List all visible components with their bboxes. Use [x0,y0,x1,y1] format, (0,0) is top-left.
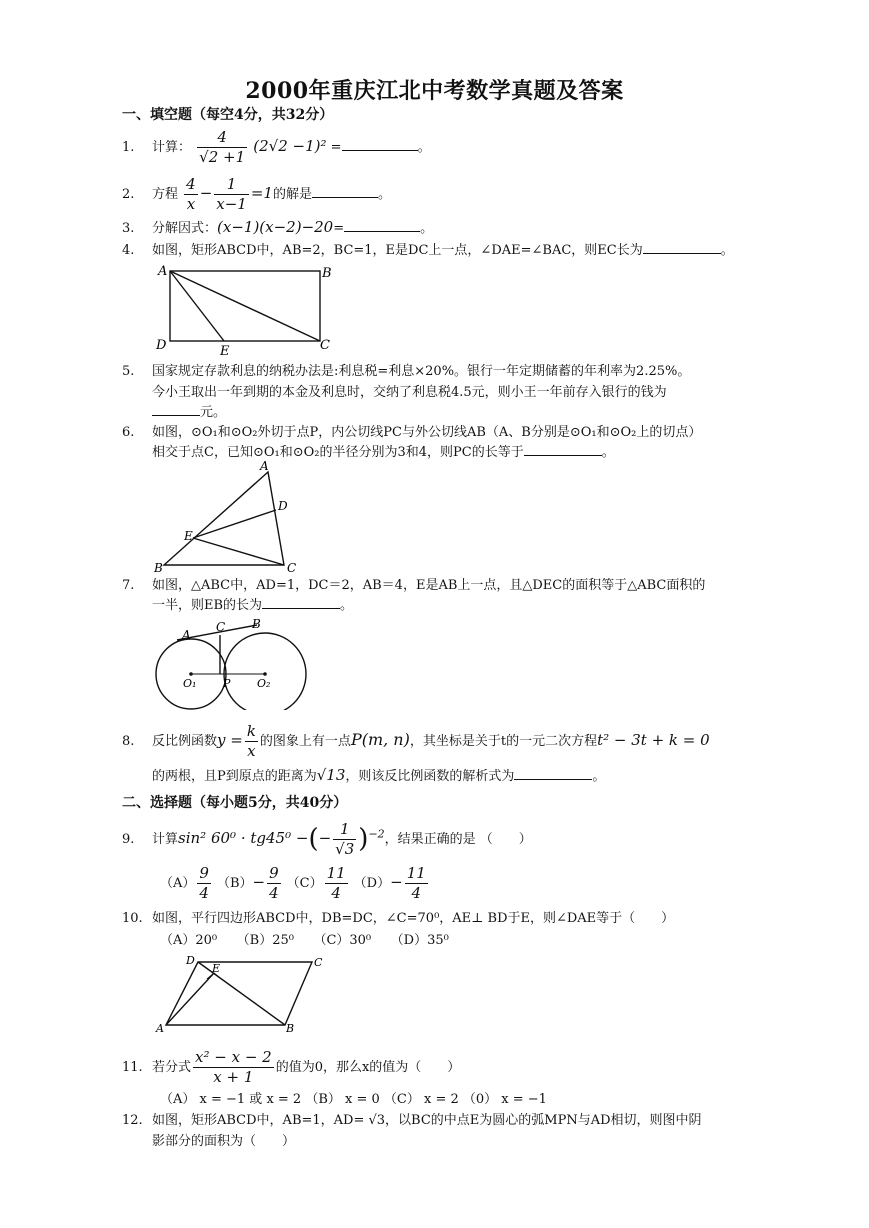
option-label: （C） [286,876,323,891]
question-1 [122,128,772,167]
option-label: （A） [160,876,196,891]
question-7-line-2 [152,595,772,616]
punct: 。 [340,598,354,613]
equation: t² − 3t + k = 0 [597,731,710,749]
question-text: ，则该反比例函数的解析式为 [345,769,515,784]
page-title: 2000年重庆江北中考数学真题及答案 [245,78,624,104]
option-label: （D） [353,876,391,891]
fraction: $\frac{1}{√3}$ [335,820,355,858]
option-label: （B） [216,876,253,891]
option-d[interactable] [353,864,430,902]
answer-blank[interactable] [312,197,378,198]
question-8 [122,722,772,761]
option-sign: − [390,873,403,891]
question-number: 2. [122,187,135,202]
question-10 [122,908,772,929]
option-sign: − [252,873,266,891]
question-2 [122,175,772,214]
option-c[interactable] [286,864,350,902]
answer-blank[interactable] [514,779,592,780]
question-text: 如图，平行四边形ABCD中，DB=DC，∠C=70⁰，AE⊥ BD于E，则∠DAE等于（ ） [152,911,675,926]
question-text: 计算 [152,832,179,847]
question-number: 7. [122,578,135,593]
equals: = [333,221,345,236]
figure-rectangle [150,263,340,358]
question-text: 若分式 [152,1060,192,1075]
label-e: E [212,962,221,975]
question-number: 10. [122,911,143,926]
question-text: 如图，矩形ABCD中，AB=2，BC=1，E是DC上一点，∠DAE=∠BAC，则EC长为 [152,243,643,258]
answer-blank[interactable] [344,231,420,232]
option-fraction: $\frac{11}{4}$ [406,864,426,902]
question-5-line-2: 今小王取出一年到期的本金及利息时，交纳了利息税4.5元，则小王一年前存入银行的钱为 [152,385,667,400]
answer-blank[interactable] [342,150,418,151]
label-c: C [287,561,297,575]
question-5-line-3 [152,402,772,423]
punct: 。 [720,243,734,258]
center-o1 [189,672,193,676]
punct: 。 [592,769,606,784]
label-p: P [223,677,231,690]
label-b: B [252,617,261,631]
option-fraction: $\frac{11}{4}$ [326,864,346,902]
question-text: 的图象上有一点 [259,734,351,749]
option-a[interactable] [160,864,213,902]
fraction: $\frac{\text{x² − x − 2}}{x + 1}$ [195,1048,272,1086]
label-a: A [182,628,191,642]
question-text: 如图，⊙O₁和⊙O₂外切于点P，内公切线PC与外公切线AB（A、B分别是⊙O₁和⊙O₂上的切点） [152,425,702,440]
exponent: −2 [368,827,385,841]
label-e: E [220,344,230,358]
fraction: $\frac{4}{x}$ [186,175,196,213]
label-o2: O₂ [257,677,271,690]
punct: 。 [417,140,431,155]
question-12-line-2: 影部分的面积为（ ） [152,1134,296,1149]
fraction: $\frac{1}{x-1}$ [216,175,247,213]
question-11 [122,1048,772,1087]
equals: = [330,140,342,155]
question-text: 一半，则EB的长为 [152,598,263,613]
label-b: B [154,561,163,575]
figure-parallelogram [150,950,335,1035]
question-text: 反比例函数 [152,734,218,749]
option-fraction: $\frac{9}{4}$ [269,864,279,902]
punct: 。 [378,187,392,202]
question-8-line-2 [152,765,772,787]
equals: =1 [250,184,273,202]
question-12 [122,1110,772,1131]
label-b: B [286,1022,295,1035]
label-a: A [158,264,168,279]
expression: (x−1)(x−2)−20 [217,218,334,236]
question-number: 4. [122,243,135,258]
label-d: D [186,954,195,967]
question-number: 8. [122,734,135,749]
label-d: D [156,338,167,353]
question-11-options: （A） x = −1 或 x = 2 （B） x = 0 （C） x = 2 （0） x = −1 [160,1092,547,1107]
question-6 [122,422,772,443]
question-number: 11. [122,1060,143,1075]
question-5 [122,361,772,382]
question-text: 计算： [152,140,192,155]
unit: 元。 [200,405,227,420]
section-fill-in: 一、填空题（每空4分，共32分） [122,107,334,123]
figure-triangle [150,460,310,575]
question-4 [122,240,772,261]
label-o1: O₁ [183,677,197,690]
fraction: $\frac{k}{x}$ [246,722,256,760]
expression: (2√2 −1)² [253,137,327,155]
question-text: 如图，矩形ABCD中，AB=1，AD= √3，以BC的中点E为圆心的弧MPN与AD相切，则图中阴 [152,1113,702,1128]
question-text: 方程 [152,187,179,202]
label-e: E [184,529,193,543]
answer-blank[interactable] [262,608,340,609]
question-number: 3. [122,221,135,236]
minus: − [199,184,213,202]
question-9: 9. 计算sin² 60⁰ · tg45⁰ −(− $\frac{1}{√3}$ )$^{-2}$，结果正确的是 （ ） [122,820,532,858]
option-fraction: $\frac{9}{4}$ [199,864,209,902]
question-10-options: （A）20⁰ （B）25⁰ （C）30⁰ （D）35⁰ [160,933,449,948]
question-text: 如图，△ABC中，AD=1，DC＝2，AB＝4，E是AB上一点，且△DEC的面积等于△ABC面积的 [152,578,706,593]
expression: sin² 60⁰ · tg45⁰ − [178,829,309,847]
label-c: C [314,956,323,969]
question-text: ，其坐标是关于t的一元二次方程 [409,734,598,749]
question-7 [122,575,772,596]
question-number: 1. [122,140,135,155]
question-text: 的两根，且P到原点的距离为 [152,769,317,784]
answer-blank[interactable] [152,415,200,416]
question-text: 的解是 [272,187,312,202]
question-text: ，结果正确的是 （ ） [384,832,532,847]
option-b[interactable] [216,864,283,902]
answer-blank[interactable] [643,253,721,254]
label-a: A [260,460,269,473]
section-choice: 二、选择题（每小题5分，共40分） [122,795,348,811]
figure-circles [150,615,315,710]
question-text: 分解因式： [152,221,218,236]
punct: 。 [601,445,615,460]
expression: y = [217,731,243,749]
label-b: B [322,266,332,281]
question-9-options [160,864,434,903]
point-expression: P(m, n) [350,730,410,749]
center-o2 [263,672,267,676]
question-3 [122,217,772,239]
question-number: 9. [122,832,135,847]
question-number: 12. [122,1113,143,1128]
question-text: 国家规定存款利息的纳税办法是:利息税=利息×20%。银行一年定期储蓄的年利率为2.25%。 [152,364,691,379]
question-number: 6. [122,425,135,440]
label-c: C [216,620,226,634]
question-text: 相交于点C，已知⊙O₁和⊙O₂的半径分别为3和4，则PC的长等于 [152,445,524,460]
label-a: A [156,1022,164,1035]
question-text: 的值为0，那么x的值为（ ） [275,1060,461,1075]
punct: 。 [420,221,434,236]
root-expression: √13 [316,766,346,784]
fraction: $\frac{4}{√2 +1}$ [199,128,246,166]
question-number: 5. [122,364,135,379]
label-d: D [278,499,288,513]
label-c: C [320,338,330,353]
answer-blank[interactable] [524,455,602,456]
